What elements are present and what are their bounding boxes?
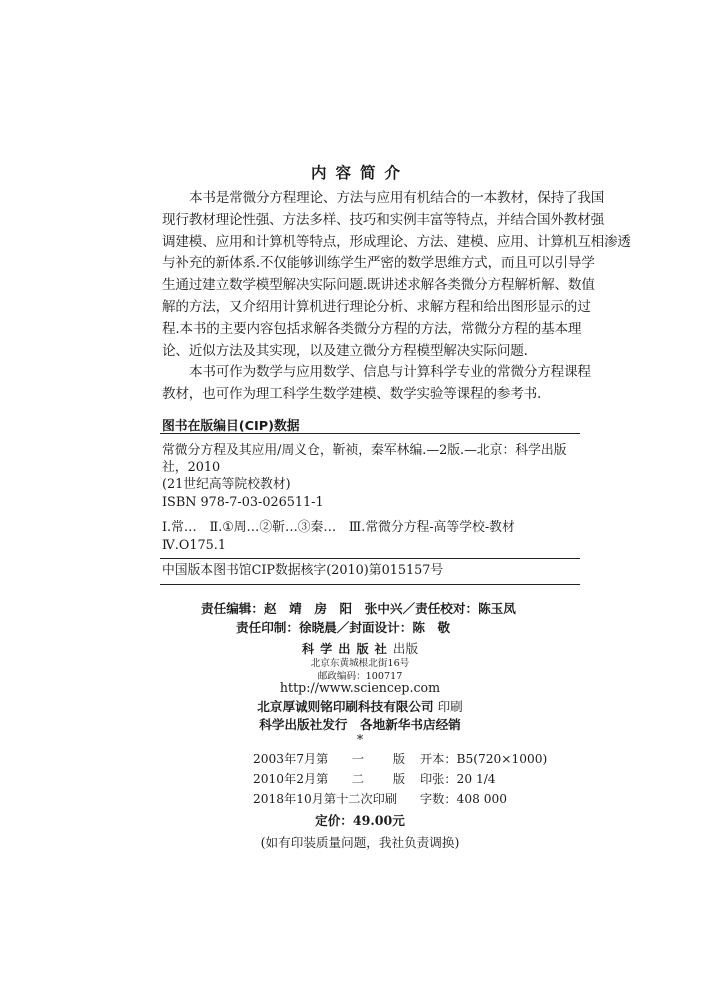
intro-line: 现行教材理论性强、方法多样、技巧和实例丰富等特点，并结合国外教材强	[162, 211, 604, 228]
publisher-postcode: 邮政编码：100717	[317, 671, 403, 682]
credits-line-2	[0, 617, 720, 636]
credits-line-1	[0, 598, 720, 617]
cip-line: Ⅳ.O175.1	[162, 538, 226, 553]
distribution-line: 科学出版社发行 各地新华书店经销	[259, 717, 461, 732]
edition-row	[253, 750, 547, 767]
cip-line: Ⅰ.常… Ⅱ.①周…②靳…③秦… Ⅲ.常微分方程-高等学校-教材	[162, 520, 515, 535]
cip-bottom-rule	[160, 584, 580, 585]
edition-date: 2010年2月第	[253, 772, 329, 786]
separator-star: *	[356, 732, 364, 747]
sheets-info: 印张：20 1/4	[420, 772, 496, 786]
cip-line: 常微分方程及其应用/周义仓，靳祯，秦军林编.—2版.—北京：科学出版	[162, 443, 567, 458]
edition-date: 2003年7月第	[253, 752, 329, 766]
format-info: 开本：B5(720×1000)	[420, 752, 548, 766]
edition-number: 二	[351, 772, 365, 786]
page-title: 内容简介	[310, 164, 409, 182]
quality-note: (如有印装质量问题，我社负责调换)	[260, 835, 460, 850]
edition-kind: 版	[392, 772, 406, 786]
intro-line: 与补充的新体系.不仅能够训练学生严密的数学思维方式，而且可以引导学	[162, 255, 595, 272]
cip-line: 社，2010	[162, 460, 221, 475]
edition-number: 一	[351, 752, 365, 766]
cip-mid-rule	[160, 558, 580, 559]
printer-name: 北京厚诚则铭印刷科技有限公司	[257, 699, 434, 714]
intro-line: 调建模、应用和计算机等特点，形成理论、方法、建模、应用、计算机互相渗透	[162, 233, 631, 250]
intro-line: 程.本书的主要内容包括求解各类微分方程的方法，常微分方程的基本理	[162, 320, 582, 337]
cip-top-rule	[160, 433, 580, 434]
production-credits: 责任印制：徐晓晨／封面设计：陈 敬	[236, 620, 451, 635]
publisher-address: 北京东黄城根北街16号	[310, 658, 410, 669]
edition-kind: 版	[392, 752, 406, 766]
intro-line: 本书可作为数学与应用数学、信息与计算科学专业的常微分方程课程	[189, 364, 591, 381]
edition-row	[253, 770, 496, 787]
intro-line: 解的方法，又介绍用计算机进行理论分析、求解方程和给出图形显示的过	[162, 298, 591, 315]
intro-block	[162, 188, 631, 406]
cip-isbn: ISBN 978-7-03-026511-1	[162, 495, 324, 510]
publisher-name: 科学出版社	[301, 642, 393, 656]
price: 定价：49.00元	[315, 813, 405, 828]
printing-date: 2018年10月第十二次印刷	[253, 792, 398, 806]
printer-line	[0, 696, 720, 715]
publisher-url: http://www.sciencep.com	[279, 680, 441, 695]
publisher-suffix: 出版	[392, 641, 419, 656]
intro-line: 论、近似方法及其实现，以及建立微分方程模型解决实际问题.	[162, 342, 528, 359]
cip-heading: 图书在版编目(CIP)数据	[162, 419, 300, 434]
printing-row	[253, 790, 507, 807]
intro-line: 本书是常微分方程理论、方法与应用有机结合的一本教材，保持了我国	[189, 190, 605, 206]
cip-record: 中国版本图书馆CIP数据核字(2010)第015157号	[162, 563, 444, 578]
intro-line: 教材，也可作为理工科学生数学建模、数学实验等课程的参考书.	[162, 386, 542, 403]
word-count: 字数：408 000	[420, 792, 507, 806]
cip-line: (21世纪高等院校教材)	[162, 477, 291, 492]
editor-credits: 责任编辑：赵 靖 房 阳 张中兴／责任校对：陈玉凤	[201, 601, 516, 616]
printer-suffix: 印刷	[437, 699, 463, 714]
intro-line: 生通过建立数学模型解决实际问题.既讲述求解各类微分方程解析解、数值	[162, 277, 595, 294]
